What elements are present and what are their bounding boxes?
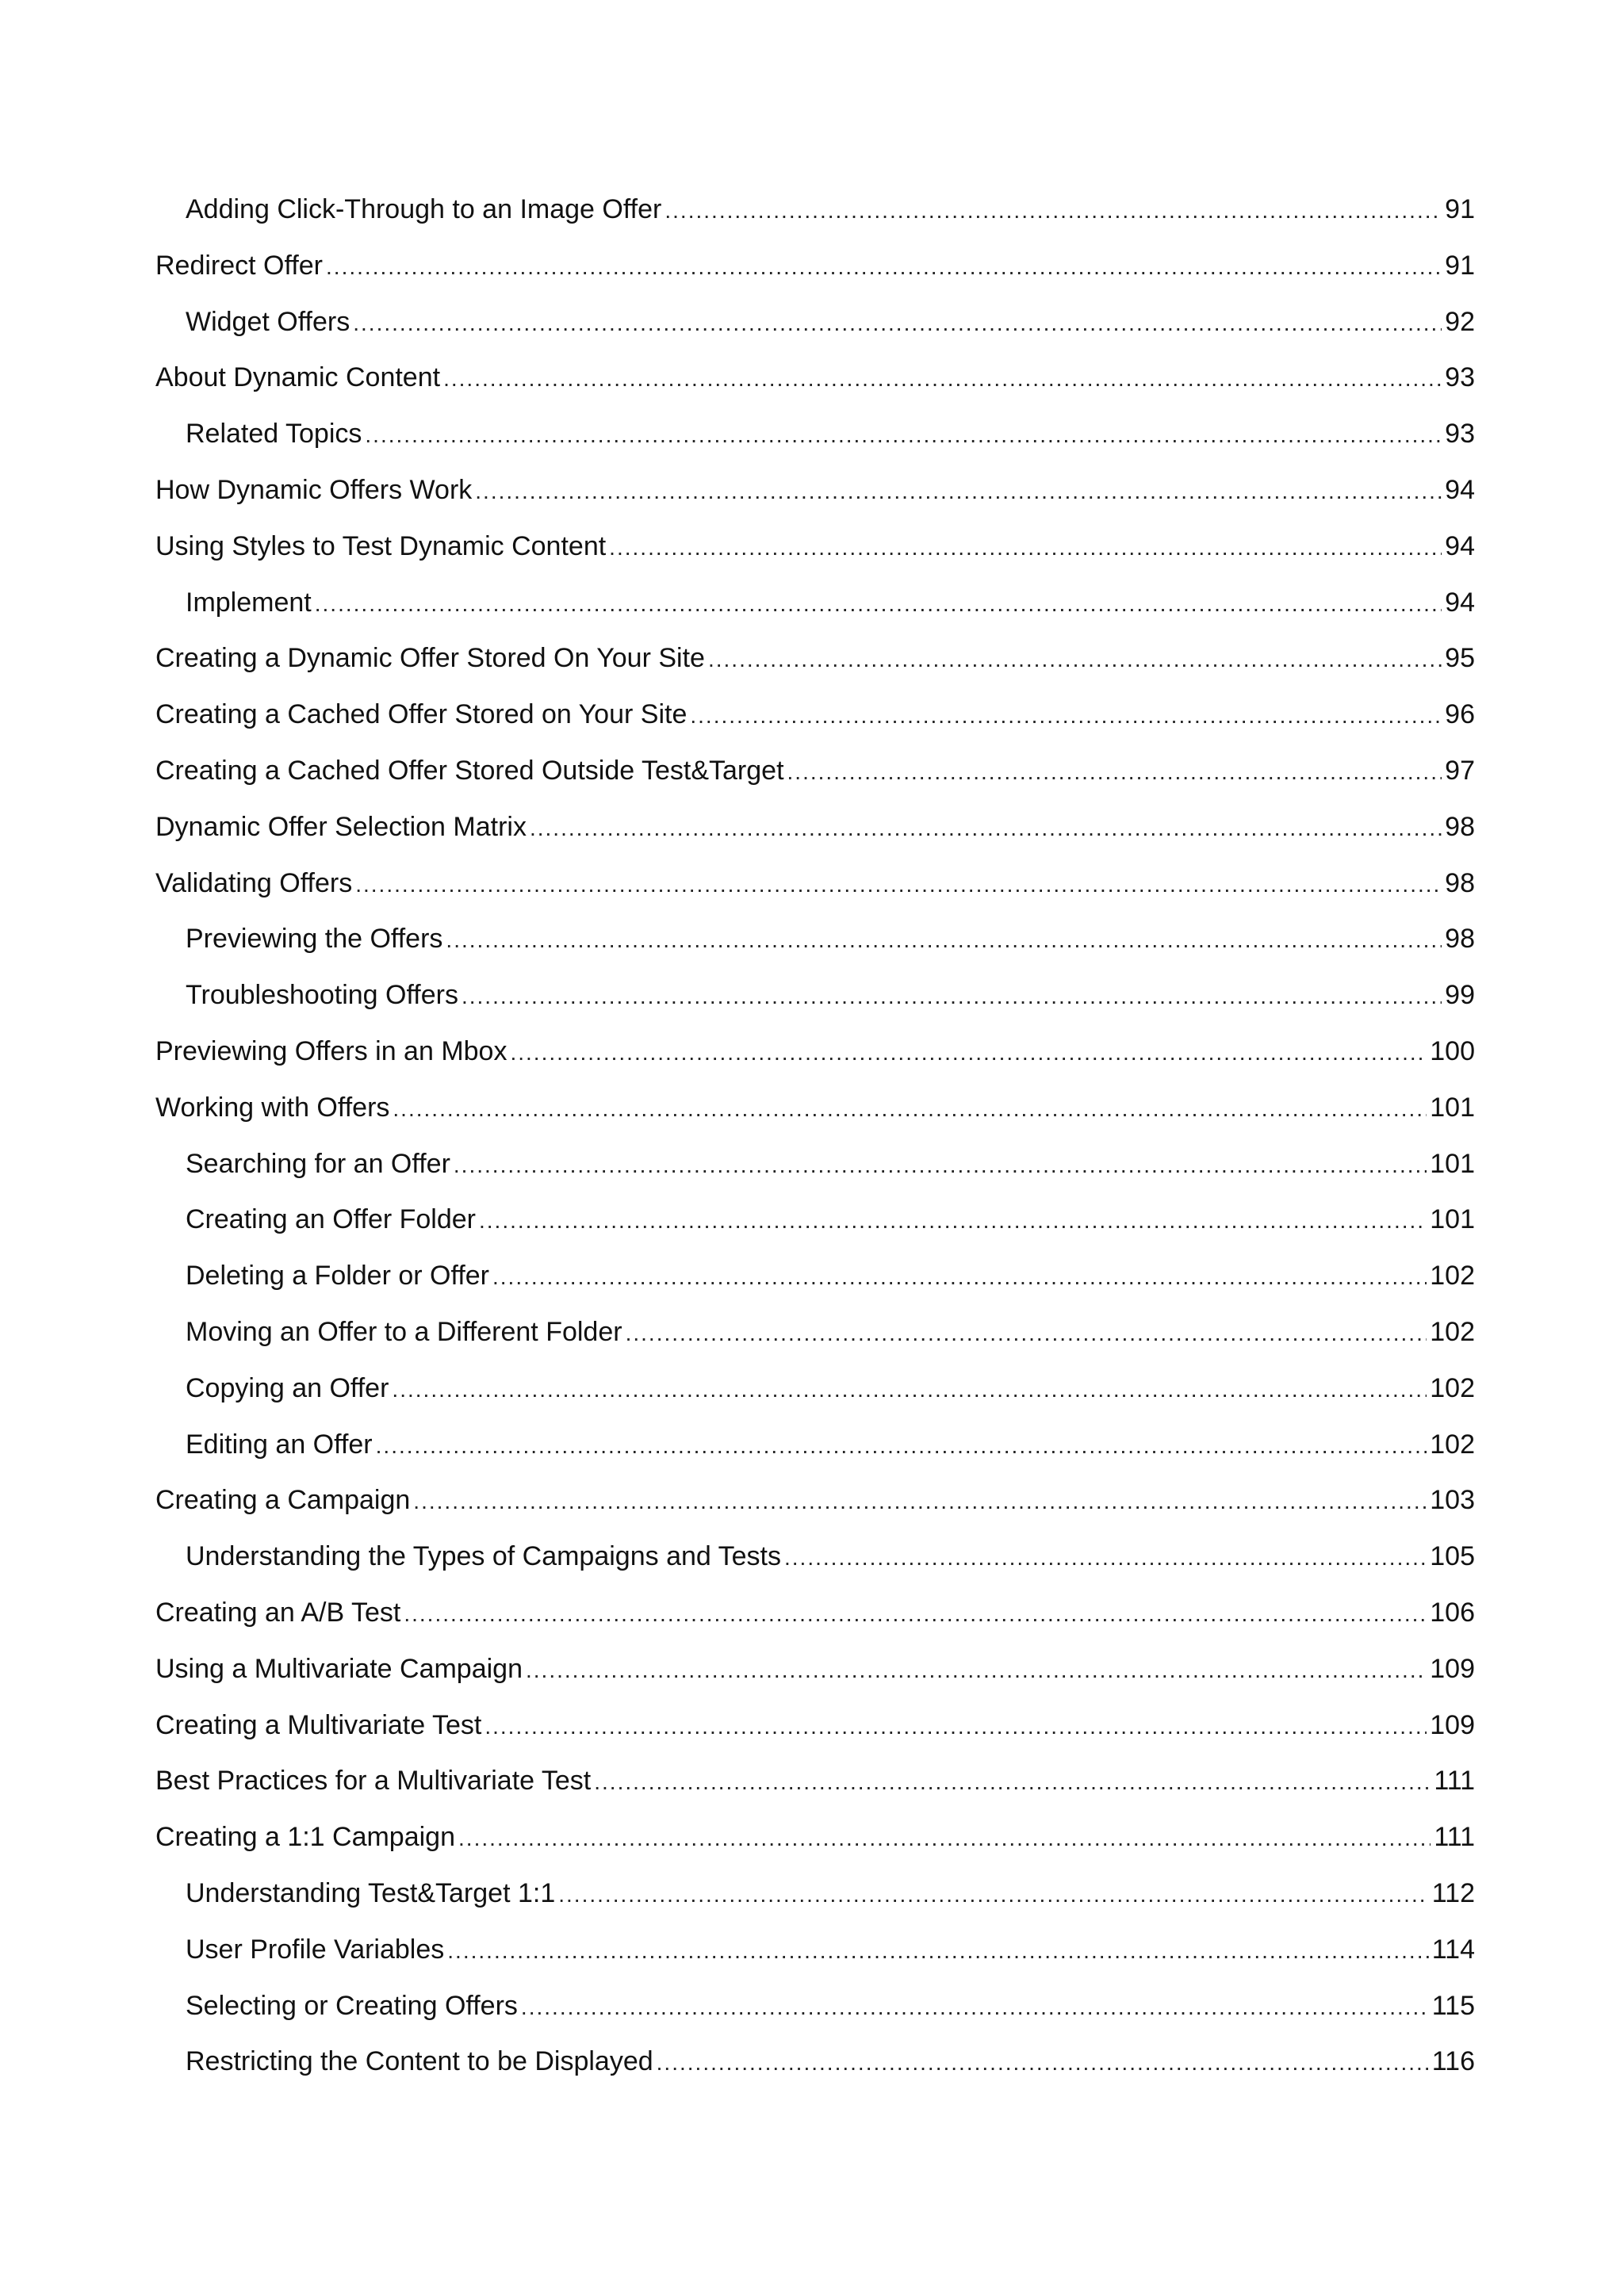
toc-entry[interactable] <box>155 1203 1475 1260</box>
dot-leader <box>558 1879 1429 1911</box>
toc-entry-title: How Dynamic Offers Work <box>155 474 473 505</box>
dot-leader <box>326 251 1442 283</box>
dot-leader <box>355 869 1442 901</box>
toc-entry-title: Creating a Dynamic Offer Stored On Your Site <box>155 643 705 674</box>
toc-entry-page-number: 105 <box>1430 1541 1475 1572</box>
toc-entry[interactable] <box>155 2045 1475 2102</box>
dot-leader <box>784 1542 1427 1574</box>
toc-entry-title: Editing an Offer <box>186 1429 373 1460</box>
toc-entry-page-number: 106 <box>1430 1597 1475 1628</box>
dot-leader <box>510 1037 1427 1069</box>
toc-entry-title: Using a Multivariate Campaign <box>155 1653 523 1684</box>
toc-entry-page-number: 91 <box>1445 250 1475 281</box>
dot-leader <box>376 1430 1427 1462</box>
toc-entry[interactable] <box>155 1597 1475 1653</box>
toc-entry-title: Previewing the Offers <box>186 924 443 955</box>
toc-entry-page-number: 102 <box>1430 1429 1475 1460</box>
toc-entry[interactable] <box>155 923 1475 979</box>
dot-leader <box>454 1150 1427 1181</box>
toc-entry[interactable] <box>155 250 1475 306</box>
toc-entry[interactable] <box>155 1653 1475 1709</box>
toc-entry-page-number: 98 <box>1445 811 1475 842</box>
toc-entry-title: Selecting or Creating Offers <box>186 1990 518 2021</box>
toc-entry[interactable] <box>155 193 1475 250</box>
toc-entry[interactable] <box>155 587 1475 643</box>
dot-leader <box>594 1766 1431 1798</box>
dot-leader <box>479 1205 1427 1237</box>
toc-entry[interactable] <box>155 979 1475 1035</box>
toc-entry-page-number: 116 <box>1431 2046 1475 2077</box>
toc-entry[interactable] <box>155 1484 1475 1540</box>
toc-entry-page-number: 114 <box>1431 1934 1475 1965</box>
dot-leader <box>787 756 1442 788</box>
toc-entry-title: Validating Offers <box>155 867 353 898</box>
toc-entry[interactable] <box>155 1260 1475 1316</box>
toc-entry-page-number: 102 <box>1430 1372 1475 1403</box>
dot-leader <box>492 1261 1427 1293</box>
toc-entry[interactable] <box>155 1821 1475 1877</box>
toc-entry-page-number: 94 <box>1445 474 1475 505</box>
toc-entry-title: Creating a Cached Offer Stored on Your Site <box>155 699 688 730</box>
toc-entry-page-number: 109 <box>1430 1709 1475 1740</box>
toc-entry-title: Deleting a Folder or Offer <box>186 1261 489 1292</box>
toc-entry-title: Understanding the Types of Campaigns and Tests <box>186 1541 781 1572</box>
toc-entry[interactable] <box>155 418 1475 474</box>
toc-entry-title: Previewing Offers in an Mbox <box>155 1035 508 1066</box>
toc-entry[interactable] <box>155 642 1475 698</box>
toc-entry-page-number: 102 <box>1430 1316 1475 1347</box>
dot-leader <box>485 1711 1427 1743</box>
dot-leader <box>393 1093 1427 1125</box>
toc-entry-title: Understanding Test&Target 1:1 <box>186 1877 556 1908</box>
toc-entry-page-number: 103 <box>1430 1485 1475 1516</box>
toc-entry-page-number: 111 <box>1434 1766 1475 1797</box>
toc-entry[interactable] <box>155 698 1475 755</box>
dot-leader <box>475 476 1442 507</box>
toc-entry-title: Creating a Cached Offer Stored Outside Test&Target <box>155 755 784 786</box>
toc-entry[interactable] <box>155 1765 1475 1821</box>
toc-entry-title: Creating an A/B Test <box>155 1597 401 1628</box>
dot-leader <box>443 363 1442 395</box>
toc-entry-page-number: 99 <box>1445 980 1475 1011</box>
toc-entry-title: Related Topics <box>186 419 362 450</box>
toc-entry-page-number: 92 <box>1445 306 1475 337</box>
dot-leader <box>626 1318 1427 1349</box>
toc-entry-page-number: 102 <box>1430 1261 1475 1292</box>
dot-leader <box>315 588 1442 620</box>
toc-entry-title: Dynamic Offer Selection Matrix <box>155 811 527 842</box>
dot-leader <box>413 1486 1427 1517</box>
dot-leader <box>353 308 1442 339</box>
toc-entry[interactable] <box>155 1709 1475 1766</box>
toc-entry-page-number: 98 <box>1445 867 1475 898</box>
toc-entry[interactable] <box>155 1092 1475 1148</box>
toc-entry-title: Creating a 1:1 Campaign <box>155 1822 456 1853</box>
toc-entry[interactable] <box>155 1934 1475 1990</box>
toc-entry-title: Troubleshooting Offers <box>186 980 458 1011</box>
toc-entry[interactable] <box>155 1148 1475 1204</box>
dot-leader <box>446 924 1442 956</box>
toc-entry-title: About Dynamic Content <box>155 362 441 393</box>
toc-entry[interactable] <box>155 1429 1475 1485</box>
dot-leader <box>365 419 1442 451</box>
toc-entry-title: User Profile Variables <box>186 1934 445 1965</box>
toc-entry[interactable] <box>155 867 1475 924</box>
toc-entry-title: Working with Offers <box>155 1092 390 1123</box>
dot-leader <box>657 2047 1429 2079</box>
toc-entry-page-number: 95 <box>1445 643 1475 674</box>
toc-entry-page-number: 97 <box>1445 755 1475 786</box>
toc-entry-title: Widget Offers <box>186 306 350 337</box>
toc-entry-page-number: 109 <box>1430 1653 1475 1684</box>
toc-entry-page-number: 91 <box>1445 194 1475 224</box>
toc-entry-page-number: 94 <box>1445 530 1475 561</box>
dot-leader <box>447 1935 1429 1967</box>
toc-entry[interactable] <box>155 1316 1475 1372</box>
dot-leader <box>690 700 1442 732</box>
toc-entry-title: Creating a Multivariate Test <box>155 1709 482 1740</box>
dot-leader <box>609 532 1442 564</box>
toc-entry-page-number: 100 <box>1430 1035 1475 1066</box>
toc-entry-title: Creating a Campaign <box>155 1485 411 1516</box>
toc-entry[interactable] <box>155 755 1475 811</box>
toc-entry-page-number: 93 <box>1445 362 1475 393</box>
dot-leader <box>526 1655 1427 1686</box>
toc-entry-title: Copying an Offer <box>186 1372 389 1403</box>
toc-entry-page-number: 98 <box>1445 924 1475 955</box>
toc-entry-page-number: 101 <box>1430 1092 1475 1123</box>
toc-entry[interactable] <box>155 362 1475 418</box>
toc-entry-title: Adding Click-Through to an Image Offer <box>186 194 662 224</box>
toc-entry-title: Implement <box>186 587 312 618</box>
toc-entry-page-number: 96 <box>1445 699 1475 730</box>
dot-leader <box>708 644 1442 675</box>
toc-entry-page-number: 115 <box>1431 1990 1475 2021</box>
toc-entry-title: Redirect Offer <box>155 250 324 281</box>
table-of-contents <box>155 193 1475 2102</box>
toc-entry-page-number: 112 <box>1431 1877 1475 1908</box>
toc-entry-title: Using Styles to Test Dynamic Content <box>155 530 607 561</box>
toc-entry[interactable] <box>155 1372 1475 1429</box>
dot-leader <box>404 1598 1427 1630</box>
dot-leader <box>462 981 1442 1012</box>
dot-leader <box>665 195 1442 227</box>
toc-entry-page-number: 101 <box>1430 1204 1475 1235</box>
dot-leader <box>530 813 1442 844</box>
toc-entry-page-number: 111 <box>1434 1822 1475 1853</box>
toc-entry[interactable] <box>155 1877 1475 1934</box>
toc-entry-page-number: 93 <box>1445 419 1475 450</box>
toc-entry-title: Searching for an Offer <box>186 1148 450 1179</box>
toc-entry-title: Best Practices for a Multivariate Test <box>155 1766 592 1797</box>
toc-entry[interactable] <box>155 811 1475 867</box>
toc-entry[interactable] <box>155 1990 1475 2046</box>
toc-entry[interactable] <box>155 474 1475 530</box>
toc-entry-title: Moving an Offer to a Different Folder <box>186 1316 622 1347</box>
toc-entry-page-number: 101 <box>1430 1148 1475 1179</box>
toc-entry-page-number: 94 <box>1445 587 1475 618</box>
dot-leader <box>392 1374 1427 1406</box>
toc-entry-title: Creating an Offer Folder <box>186 1204 476 1235</box>
dot-leader <box>458 1823 1431 1854</box>
toc-entry[interactable] <box>155 1540 1475 1597</box>
toc-entry-title: Restricting the Content to be Displayed <box>186 2046 653 2077</box>
toc-entry[interactable] <box>155 530 1475 587</box>
toc-entry[interactable] <box>155 306 1475 362</box>
toc-entry[interactable] <box>155 1035 1475 1092</box>
dot-leader <box>521 1992 1429 2023</box>
